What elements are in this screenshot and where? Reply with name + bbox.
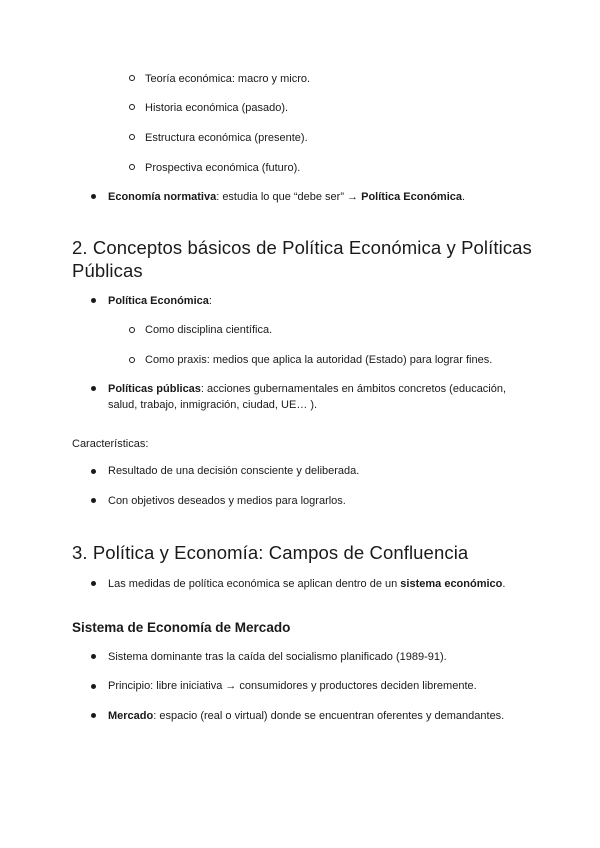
- list-item: Teoría económica: macro y micro.: [145, 73, 311, 85]
- bullet-icon: [91, 386, 96, 391]
- term-sistema-economico: sistema económico: [400, 578, 503, 590]
- circle-bullet-icon: [129, 104, 135, 110]
- list-item: Con objetivos deseados y medios para lograrlos.: [108, 495, 346, 507]
- term-politicas-publicas: Políticas públicas: [108, 383, 201, 395]
- list-item: Resultado de una decisión consciente y deliberada.: [108, 465, 360, 477]
- sistema-text: Las medidas de política económica se aplican dentro de un: [108, 578, 401, 590]
- circle-bullet-icon: [129, 134, 135, 140]
- subheading-sistema-mercado: Sistema de Economía de Mercado: [72, 620, 291, 635]
- list-item: Como disciplina científica.: [145, 324, 273, 336]
- bullet-icon: [91, 498, 96, 503]
- mercado-text: : espacio (real o virtual) donde se encuentran oferentes y demandantes.: [153, 710, 505, 722]
- sistema-end: .: [502, 578, 506, 590]
- list-item-mercado: [108, 708, 504, 724]
- list-item-politicas-publicas: [108, 381, 506, 413]
- term-politica-economica: Política Económica: [361, 191, 462, 203]
- list-item-sistema-economico: [108, 576, 505, 592]
- bullet-icon: [91, 654, 96, 659]
- normativa-text: : estudia lo que “debe ser” →: [216, 191, 362, 203]
- circle-bullet-icon: [129, 327, 135, 333]
- politicas-publicas-text-line2: salud, trabajo, inmigración, ciudad, UE… ).: [108, 399, 318, 411]
- section-2-heading-line2: Públicas: [72, 260, 143, 281]
- list-item: Como praxis: medios que aplica la autoridad (Estado) para lograr fines.: [145, 354, 493, 366]
- list-item: Historia económica (pasado).: [145, 102, 289, 114]
- list-item: Prospectiva económica (futuro).: [145, 162, 301, 174]
- bullet-icon: [91, 713, 96, 718]
- politicas-publicas-text-line1: : acciones gubernamentales en ámbitos concretos (educación,: [200, 383, 507, 395]
- term-politica-economica: Política Económica: [108, 295, 209, 307]
- circle-bullet-icon: [129, 164, 135, 170]
- bullet-icon: [91, 581, 96, 586]
- section-3-heading: 3. Política y Economía: Campos de Confluencia: [72, 542, 469, 563]
- bullet-icon: [91, 298, 96, 303]
- term-mercado: Mercado: [108, 710, 154, 722]
- colon: :: [208, 295, 212, 307]
- bullet-icon: [91, 469, 96, 474]
- circle-bullet-icon: [129, 75, 135, 81]
- list-item-normativa: [108, 189, 465, 205]
- circle-bullet-icon: [129, 357, 135, 363]
- list-item: Principio: libre iniciativa → consumidores y productores deciden libremente.: [108, 680, 477, 692]
- bullet-icon: [91, 684, 96, 689]
- list-item: Estructura económica (presente).: [145, 132, 308, 144]
- caracteristicas-label: Características:: [72, 438, 149, 450]
- bullet-icon: [91, 194, 96, 199]
- list-item-politica-economica: [108, 293, 212, 309]
- list-item: Sistema dominante tras la caída del socialismo planificado (1989-91).: [108, 651, 447, 663]
- section-2-heading: [72, 236, 532, 282]
- term-economia-normativa: Economía normativa: [108, 191, 217, 203]
- normativa-end: .: [462, 191, 466, 203]
- section-2-heading-line1: 2. Conceptos básicos de Política Económica y Políticas: [72, 237, 532, 258]
